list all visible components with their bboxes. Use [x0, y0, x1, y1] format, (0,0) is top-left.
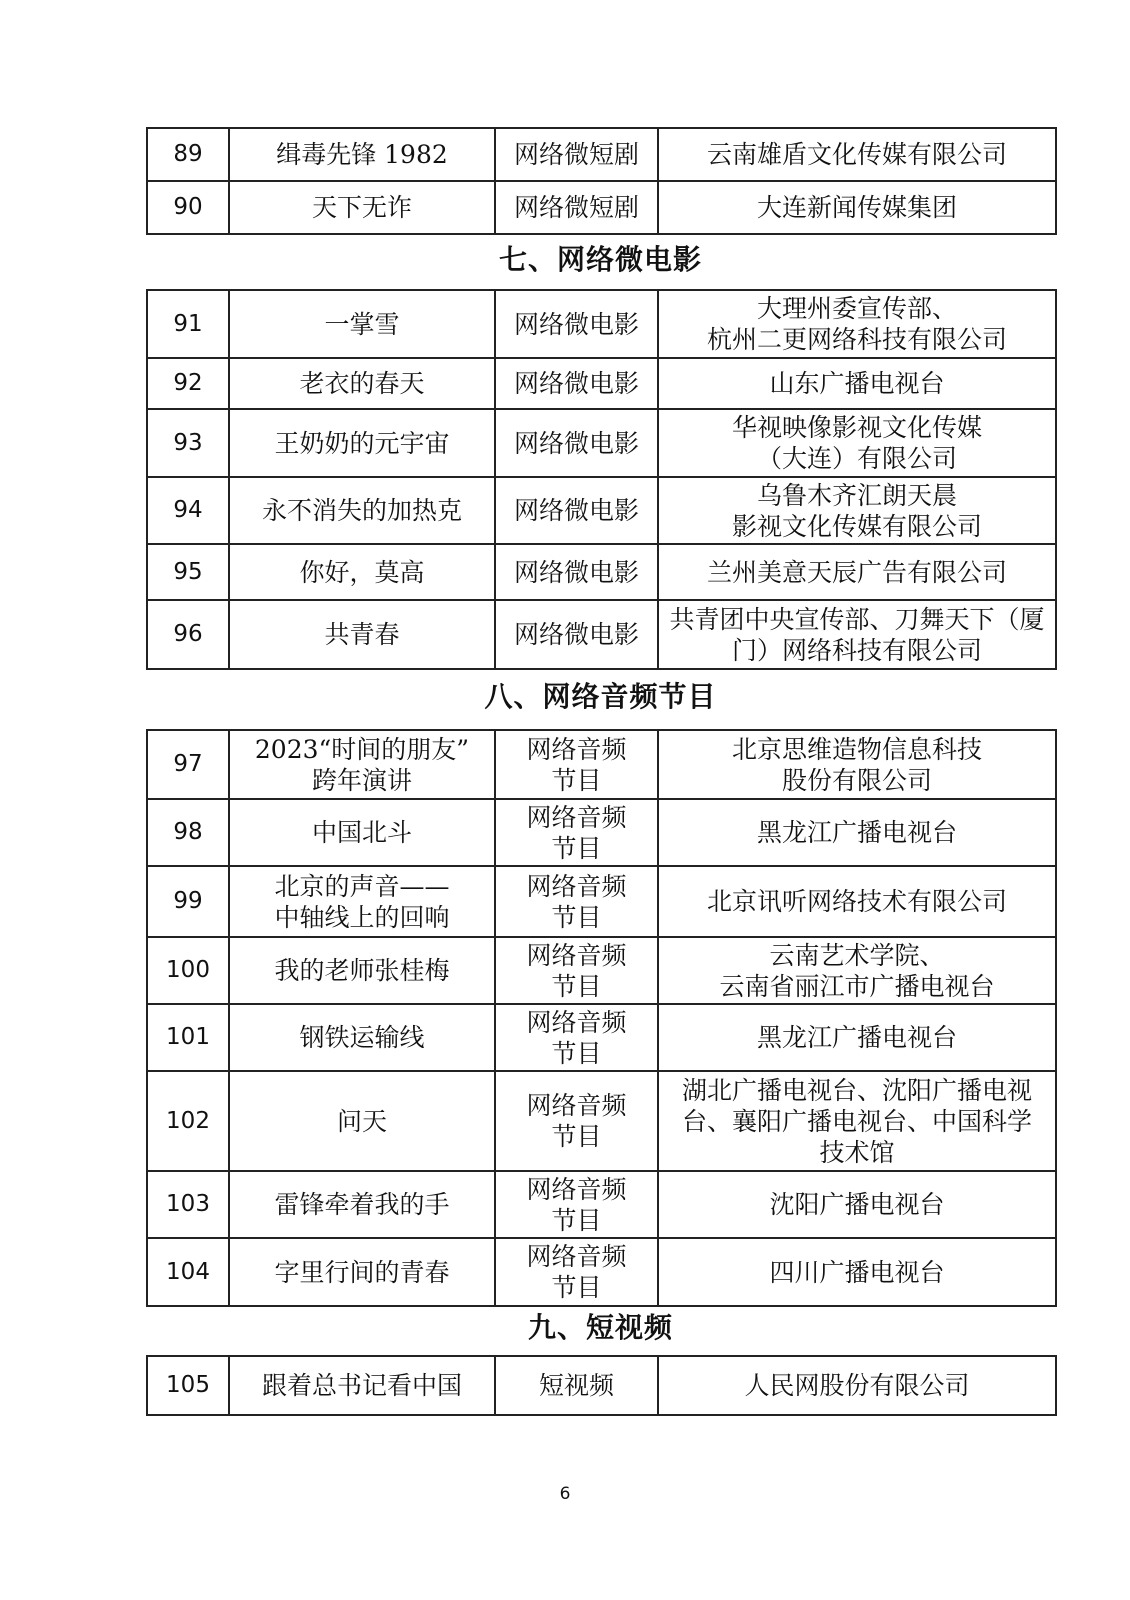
table-row [147, 866, 1056, 937]
work-title: 你好，莫高 [229, 544, 495, 600]
row-number: 94 [147, 477, 229, 544]
work-category: 网络微电影 [495, 544, 658, 600]
row-number: 105 [147, 1356, 229, 1415]
work-category: 网络微电影 [495, 600, 658, 669]
table-row [147, 358, 1056, 409]
table-row [147, 181, 1056, 234]
section-heading-audio: 八、网络音频节目 [484, 680, 717, 713]
work-category: 网络微电影 [495, 290, 658, 358]
organization: 云南雄盾文化传媒有限公司 [658, 128, 1056, 181]
table-row [147, 544, 1056, 600]
row-number: 97 [147, 730, 229, 799]
work-title: 共青春 [229, 600, 495, 669]
row-number: 96 [147, 600, 229, 669]
table-row [147, 477, 1056, 544]
table-row [147, 1004, 1056, 1071]
row-number: 102 [147, 1071, 229, 1171]
table-row [147, 1071, 1056, 1171]
page-number: 6 [559, 1484, 571, 1504]
organization: 北京思维造物信息科技 股份有限公司 [658, 730, 1056, 799]
work-title: 缉毒先锋 1982 [229, 128, 495, 181]
work-title: 字里行间的青春 [229, 1238, 495, 1306]
awards-table-continued [146, 127, 1057, 235]
organization: 华视映像影视文化传媒 （大连）有限公司 [658, 409, 1056, 477]
work-category: 网络音频 节目 [495, 1071, 658, 1171]
organization: 人民网股份有限公司 [658, 1356, 1056, 1415]
row-number: 104 [147, 1238, 229, 1306]
work-category: 网络音频 节目 [495, 730, 658, 799]
table-row [147, 937, 1056, 1004]
work-category: 网络音频 节目 [495, 799, 658, 866]
work-category: 网络微短剧 [495, 128, 658, 181]
organization: 大理州委宣传部、 杭州二更网络科技有限公司 [658, 290, 1056, 358]
work-title: 雷锋牵着我的手 [229, 1171, 495, 1238]
table-row [147, 1171, 1056, 1238]
work-title: 王奶奶的元宇宙 [229, 409, 495, 477]
work-title: 问天 [229, 1071, 495, 1171]
work-category: 网络微电影 [495, 477, 658, 544]
row-number: 92 [147, 358, 229, 409]
work-category: 网络音频 节目 [495, 1004, 658, 1071]
organization: 大连新闻传媒集团 [658, 181, 1056, 234]
section-heading-micro-film: 七、网络微电影 [498, 243, 702, 276]
organization: 四川广播电视台 [658, 1238, 1056, 1306]
organization: 黑龙江广播电视台 [658, 799, 1056, 866]
table-row [147, 799, 1056, 866]
work-title: 永不消失的加热克 [229, 477, 495, 544]
organization: 湖北广播电视台、沈阳广播电视 台、襄阳广播电视台、中国科学 技术馆 [658, 1071, 1056, 1171]
work-title: 2023“时间的朋友” 跨年演讲 [229, 730, 495, 799]
work-category: 网络微电影 [495, 358, 658, 409]
table-row [147, 128, 1056, 181]
work-category: 短视频 [495, 1356, 658, 1415]
work-title: 老衣的春天 [229, 358, 495, 409]
organization: 北京讯听网络技术有限公司 [658, 866, 1056, 937]
row-number: 89 [147, 128, 229, 181]
table-row [147, 730, 1056, 799]
work-title: 北京的声音—— 中轴线上的回响 [229, 866, 495, 937]
work-title: 天下无诈 [229, 181, 495, 234]
short-video-table [146, 1355, 1057, 1416]
work-category: 网络音频 节目 [495, 1238, 658, 1306]
table-row [147, 409, 1056, 477]
row-number: 90 [147, 181, 229, 234]
work-category: 网络音频 节目 [495, 1171, 658, 1238]
work-category: 网络音频 节目 [495, 866, 658, 937]
organization: 黑龙江广播电视台 [658, 1004, 1056, 1071]
work-category: 网络音频 节目 [495, 937, 658, 1004]
work-category: 网络微电影 [495, 409, 658, 477]
micro-film-table [146, 289, 1057, 670]
organization: 乌鲁木齐汇朗天晨 影视文化传媒有限公司 [658, 477, 1056, 544]
row-number: 91 [147, 290, 229, 358]
row-number: 98 [147, 799, 229, 866]
audio-program-table [146, 729, 1057, 1307]
row-number: 93 [147, 409, 229, 477]
organization: 兰州美意天辰广告有限公司 [658, 544, 1056, 600]
row-number: 99 [147, 866, 229, 937]
row-number: 95 [147, 544, 229, 600]
organization: 沈阳广播电视台 [658, 1171, 1056, 1238]
organization: 共青团中央宣传部、刀舞天下（厦 门）网络科技有限公司 [658, 600, 1056, 669]
work-title: 我的老师张桂梅 [229, 937, 495, 1004]
table-row [147, 600, 1056, 669]
work-title: 一掌雪 [229, 290, 495, 358]
table-row [147, 1356, 1056, 1415]
work-title: 中国北斗 [229, 799, 495, 866]
work-category: 网络微短剧 [495, 181, 658, 234]
table-row [147, 290, 1056, 358]
row-number: 101 [147, 1004, 229, 1071]
table-row [147, 1238, 1056, 1306]
row-number: 103 [147, 1171, 229, 1238]
work-title: 钢铁运输线 [229, 1004, 495, 1071]
organization: 云南艺术学院、 云南省丽江市广播电视台 [658, 937, 1056, 1004]
row-number: 100 [147, 937, 229, 1004]
organization: 山东广播电视台 [658, 358, 1056, 409]
section-heading-short-video: 九、短视频 [527, 1311, 673, 1344]
work-title: 跟着总书记看中国 [229, 1356, 495, 1415]
